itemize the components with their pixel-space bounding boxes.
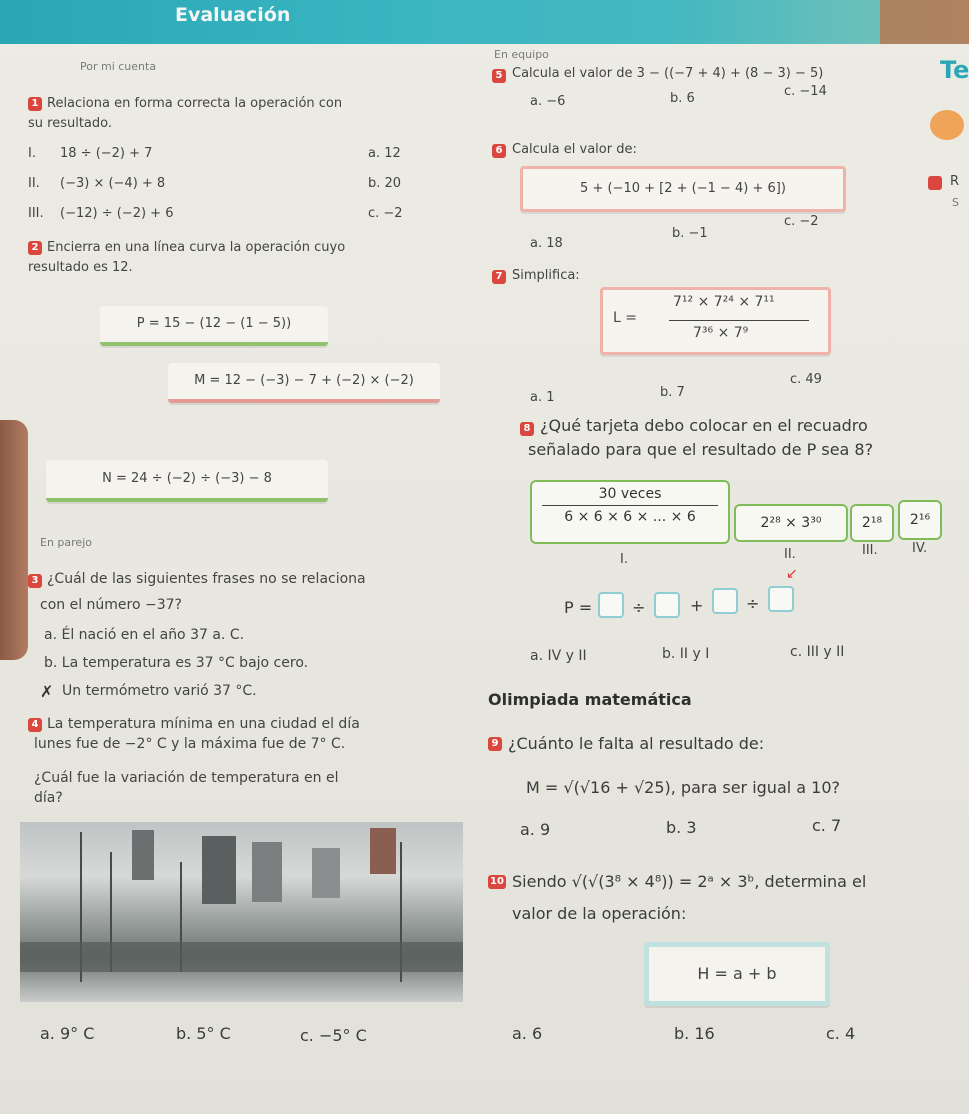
q7-L-label: L = [613, 310, 637, 326]
question-badge-9: 9 [488, 737, 502, 751]
edge-text-r: R [950, 174, 960, 189]
question-badge-10: 10 [488, 875, 506, 889]
q4-option-a: a. 9° C [40, 1024, 95, 1043]
q7-fraction-bar [669, 320, 809, 321]
q5-option-b: b. 6 [670, 91, 695, 106]
q6-option-c: c. −2 [784, 214, 819, 229]
q8-card-I-label: 30 veces [598, 486, 662, 502]
thumb-photo-edge [0, 420, 28, 660]
q5-text: Calcula el valor de 3 − ((−7 + 4) + (8 − 3) − 5) [512, 66, 824, 81]
q8-blank-box-4[interactable] [768, 586, 794, 612]
q1-text-line2: su resultado. [28, 116, 112, 131]
q6-option-b: b. −1 [672, 226, 708, 241]
edge-badge [928, 176, 942, 190]
q8-option-a: a. IV y II [530, 648, 587, 664]
card-M-text: M = 12 − (−3) − 7 + (−2) × (−2) [194, 373, 414, 388]
q1-text-line1: Relaciona en forma correcta la operación con [47, 96, 343, 111]
q8-option-c: c. III y II [790, 644, 845, 660]
q6-text: Calcula el valor de: [512, 142, 637, 157]
q8-blank-box-2[interactable] [654, 592, 680, 618]
question-badge-8: 8 [520, 422, 534, 436]
q8-card-III [850, 504, 894, 542]
q8-blank-box-1[interactable] [598, 592, 624, 618]
q7-numerator: 7¹² × 7²⁴ × 7¹¹ [673, 294, 775, 310]
header-bar [0, 0, 969, 44]
q9-text-line1: ¿Cuánto le falta al resultado de: [508, 734, 765, 753]
q8-text-line1: ¿Qué tarjeta debo colocar en el recuadro [540, 416, 868, 435]
question-badge-7: 7 [492, 270, 506, 284]
q8-blank-box-3[interactable] [712, 588, 738, 614]
q7-text: Simplifica: [512, 268, 580, 283]
snowy-city-photo [20, 822, 463, 1002]
q7-option-a: a. 1 [530, 390, 555, 405]
q8-op-1: ÷ [632, 598, 646, 617]
q9-option-c: c. 7 [812, 816, 842, 835]
edge-heading-fragment: Te [940, 56, 969, 84]
section-label-en-parejo: En parejo [40, 536, 92, 549]
q1-roman-1: I. [28, 146, 36, 161]
q6-expression-card [520, 166, 846, 212]
q7-denominator: 7³⁶ × 7⁹ [693, 325, 749, 341]
q1-roman-2: II. [28, 176, 40, 191]
q5-option-a: a. −6 [530, 94, 566, 109]
q10-option-c: c. 4 [826, 1024, 856, 1043]
q8-roman-IV: IV. [912, 541, 928, 556]
q8-card-II [734, 504, 848, 542]
q10-option-b: b. 16 [674, 1024, 715, 1043]
q10-H-card [644, 942, 830, 1006]
q3-option-b: b. La temperatura es 37 °C bajo cero. [44, 655, 309, 671]
q7-option-b: b. 7 [660, 385, 685, 400]
q1-expr-3: (−12) ÷ (−2) + 6 [60, 206, 174, 221]
q8-card-IV [898, 500, 942, 540]
q8-text-line2: señalado para que el resultado de P sea 8? [528, 440, 874, 459]
q8-P-label: P = [564, 598, 593, 617]
q8-roman-I: I. [620, 552, 628, 567]
card-P [100, 306, 328, 346]
q3-text-line2: con el número −37? [40, 597, 182, 613]
q10-text-line1: Siendo √(√(3⁸ × 4⁸)) = 2ᵃ × 3ᵇ, determina el [512, 872, 867, 891]
q4-option-b: b. 5° C [176, 1024, 231, 1043]
q3-cross-mark: ✗ [40, 682, 54, 701]
q9-option-b: b. 3 [666, 818, 697, 837]
q1-expr-1: 18 ÷ (−2) + 7 [60, 146, 153, 161]
q1-opt-c: c. −2 [368, 206, 403, 221]
q9-option-a: a. 9 [520, 820, 551, 839]
q8-op-2: + [690, 596, 704, 615]
q1-opt-b: b. 20 [368, 176, 402, 191]
question-badge-4: 4 [28, 718, 42, 732]
q7-expression-card [600, 287, 831, 355]
section-title-olimpiada: Olimpiada matemática [488, 690, 692, 709]
q8-card-III-label: 2¹⁸ [861, 515, 883, 531]
header-decoration [880, 0, 969, 44]
q10-H-expression: H = a + b [697, 964, 777, 983]
section-label-por-mi-cuenta: Por mi cuenta [80, 60, 157, 73]
page-title: Evaluación [175, 4, 291, 26]
q10-text-line2: valor de la operación: [512, 904, 687, 923]
q1-expr-2: (−3) × (−4) + 8 [60, 176, 166, 191]
q7-option-c: c. 49 [790, 372, 822, 387]
section-label-en-equipo: En equipo [494, 48, 549, 61]
question-badge-2: 2 [28, 241, 42, 255]
q5-option-c: c. −14 [784, 84, 827, 99]
q6-expression: 5 + (−10 + [2 + (−1 − 4) + 6]) [580, 181, 786, 196]
q2-text-line1: Encierra en una línea curva la operación cuyo [47, 240, 346, 255]
star-icon [930, 110, 964, 140]
card-N [46, 460, 328, 502]
q4-text-line2: lunes fue de −2° C y la máxima fue de 7° C. [34, 736, 346, 752]
q3-option-c: Un termómetro varió 37 °C. [62, 683, 257, 699]
question-badge-5: 5 [492, 69, 506, 83]
q1-opt-a: a. 12 [368, 146, 401, 161]
q4-text-line4: día? [34, 790, 63, 806]
q8-card-I [530, 480, 730, 544]
card-M [168, 363, 440, 403]
question-badge-6: 6 [492, 144, 506, 158]
q8-roman-II: II. [784, 547, 796, 562]
q9-text-line2: M = √(√16 + √25), para ser igual a 10? [526, 778, 841, 797]
q3-option-a: a. Él nació en el año 37 a. C. [44, 627, 245, 643]
q8-option-b: b. II y I [662, 646, 710, 662]
q8-card-I-sub: 6 × 6 × 6 × ... × 6 [542, 505, 718, 525]
q3-text-line1: ¿Cuál de las siguientes frases no se relaciona [47, 571, 366, 587]
q2-text-line2: resultado es 12. [28, 260, 133, 275]
card-N-text: N = 24 ÷ (−2) ÷ (−3) − 8 [102, 471, 272, 486]
red-arrow-icon: ↙ [786, 566, 798, 582]
question-badge-1: 1 [28, 97, 42, 111]
card-P-text: P = 15 − (12 − (1 − 5)) [136, 316, 292, 331]
q4-text-line3: ¿Cuál fue la variación de temperatura en el [34, 770, 339, 786]
q6-option-a: a. 18 [530, 236, 563, 251]
q8-card-II-label: 2²⁸ × 3³⁰ [760, 515, 822, 531]
q8-card-IV-label: 2¹⁶ [909, 512, 931, 528]
q1-roman-3: III. [28, 206, 44, 221]
question-badge-3: 3 [28, 574, 42, 588]
q8-op-3: ÷ [746, 594, 760, 613]
q10-option-a: a. 6 [512, 1024, 543, 1043]
q4-option-c: c. −5° C [300, 1026, 367, 1045]
q4-text-line1: La temperatura mínima en una ciudad el día [47, 716, 360, 732]
edge-text-s: S [952, 196, 959, 209]
q8-roman-III: III. [862, 543, 878, 558]
